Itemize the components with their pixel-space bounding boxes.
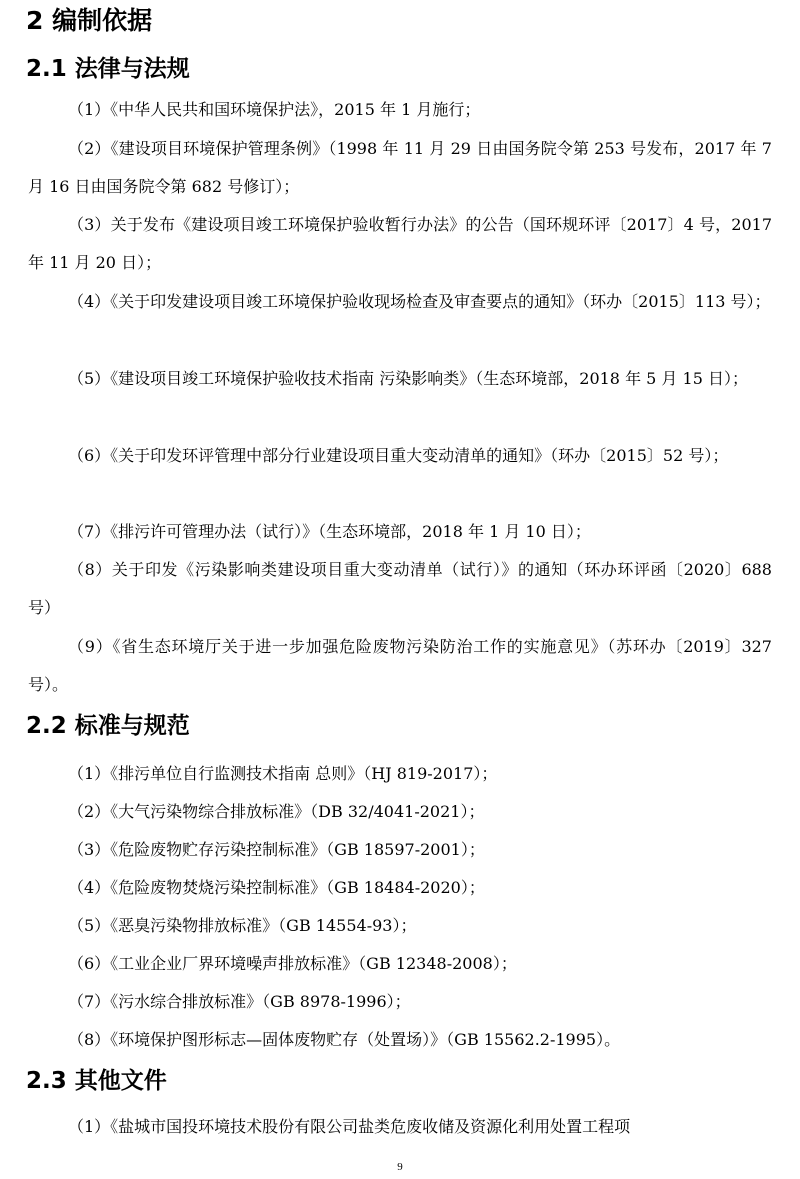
- standard-item-1: （1）《排污单位自行监测技术指南 总则》（HJ 819-2017）；: [68, 764, 498, 783]
- standard-item-5: （5）《恶臭污染物排放标准》（GB 14554-93）；: [68, 916, 417, 935]
- page-number: 9: [397, 1161, 403, 1173]
- law-item-7: （7）《排污许可管理办法（试行）》（生态环境部，2018 年 1 月 10 日）；: [68, 522, 591, 541]
- subsection-heading-standards: 2.2 标准与规范: [26, 713, 190, 739]
- law-item-4: （4）《关于印发建设项目竣工环境保护验收现场检查及审查要点的通知》（环办〔2015〕113 号）；: [68, 292, 771, 311]
- law-item-1: （1）《中华人民共和国环境保护法》，2015 年 1 月施行；: [68, 100, 481, 119]
- subsection-heading-other: 2.3 其他文件: [26, 1068, 167, 1094]
- law-item-3: （3）关于发布《建设项目竣工环境保护验收暂行办法》的公告（国环规环评〔2017〕4 号，2017 年 11 月 20 日）；: [28, 215, 772, 272]
- law-item-5: （5）《建设项目竣工环境保护验收技术指南 污染影响类》（生态环境部，2018 年 5 月 15 日）；: [68, 369, 748, 388]
- standard-item-8: （8）《环境保护图形标志—固体废物贮存（处置场）》（GB 15562.2-1995）。: [68, 1030, 621, 1049]
- law-item-9: （9）《省生态环境厅关于进一步加强危险废物污染防治工作的实施意见》（苏环办〔2019〕327 号）。: [28, 637, 772, 694]
- law-item-8: （8）关于印发《污染影响类建设项目重大变动清单（试行）》的通知（环办环评函〔2020〕688 号）: [28, 560, 772, 617]
- law-item-6: （6）《关于印发环评管理中部分行业建设项目重大变动清单的通知》（环办〔2015〕52 号）；: [68, 446, 729, 465]
- law-item-2: （2）《建设项目环境保护管理条例》（1998 年 11 月 29 日由国务院令第 253 号发布，2017 年 7 月 16 日由国务院令第 682 号修订）；: [28, 139, 772, 196]
- other-item-1: （1）《盐城市国投环境技术股份有限公司盐类危废收储及资源化利用处置工程项: [68, 1117, 631, 1136]
- section-heading: 2 编制依据: [26, 6, 153, 35]
- standard-item-2: （2）《大气污染物综合排放标准》（DB 32/4041-2021）；: [68, 802, 485, 821]
- subsection-heading-laws: 2.1 法律与法规: [26, 56, 190, 82]
- standard-item-3: （3）《危险废物贮存污染控制标准》（GB 18597-2001）；: [68, 840, 485, 859]
- standard-item-7: （7）《污水综合排放标准》（GB 8978-1996）；: [68, 992, 411, 1011]
- standard-item-6: （6）《工业企业厂界环境噪声排放标准》（GB 12348-2008）；: [68, 954, 517, 973]
- standard-item-4: （4）《危险废物焚烧污染控制标准》（GB 18484-2020）；: [68, 878, 485, 897]
